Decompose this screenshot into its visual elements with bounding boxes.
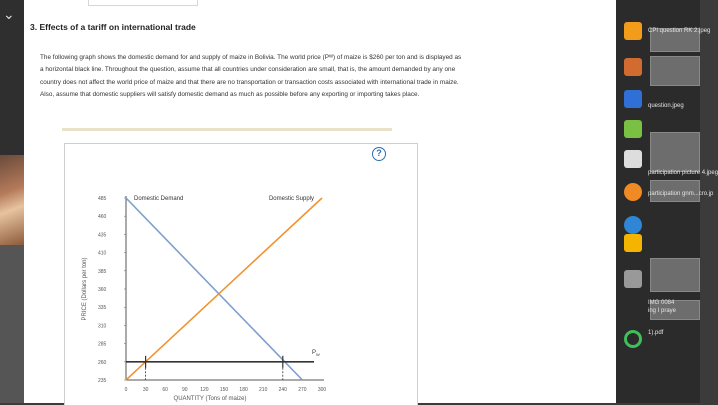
x-tick-label: 0 xyxy=(124,387,128,393)
y-tick-label: 310 xyxy=(98,323,107,330)
help-icon[interactable]: ? xyxy=(372,147,386,161)
file-thumbnail[interactable] xyxy=(650,56,700,86)
x-tick-label: 270 xyxy=(298,387,307,393)
app-icon[interactable] xyxy=(624,270,642,288)
series-line xyxy=(126,198,322,380)
chevron-down-icon[interactable]: ⌄ xyxy=(3,6,15,22)
file-label[interactable]: IMG 0084 xyxy=(648,300,675,306)
y-tick-label: 360 xyxy=(98,287,107,293)
divider xyxy=(62,128,392,131)
y-tick-label: 260 xyxy=(98,359,107,366)
right-dock xyxy=(616,0,718,403)
supply-demand-chart[interactable] xyxy=(64,143,418,403)
series-label: Domestic Supply xyxy=(268,196,314,202)
y-tick-label: 335 xyxy=(98,305,107,312)
tab-indicator xyxy=(88,0,198,6)
file-label[interactable]: participation gnm...cro.jp xyxy=(648,191,714,197)
y-tick-label: 385 xyxy=(98,268,107,275)
blue-square-icon[interactable] xyxy=(624,90,642,108)
file-thumbnail[interactable] xyxy=(650,258,700,292)
x-tick-label: 60 xyxy=(162,387,168,393)
file-label[interactable]: ing I praye xyxy=(648,308,677,314)
y-tick-label: 410 xyxy=(98,250,107,257)
world-price-subscript: W xyxy=(316,351,320,357)
file-label[interactable]: CPI question RK 2.jpeg xyxy=(648,28,711,34)
file-label[interactable]: question.jpeg xyxy=(648,103,684,109)
question-line: a horizontal black line. Throughout the question, assume that all countries under consideration are small, that is, the amount demanded by any one xyxy=(40,66,456,74)
file-thumbnail[interactable] xyxy=(650,132,700,172)
left-panel-bottom xyxy=(0,245,24,403)
checkmark-icon[interactable] xyxy=(624,120,642,138)
az-sort-icon[interactable] xyxy=(624,58,642,76)
question-title: 3. Effects of a tariff on international trade xyxy=(30,22,196,32)
world-price-label: P xyxy=(312,349,317,356)
x-tick-label: 240 xyxy=(278,387,287,393)
question-line: Also, assume that domestic suppliers will satisfy domestic demand as much as possible before any exporting or importing takes place. xyxy=(40,91,420,99)
y-tick-label: 485 xyxy=(98,196,107,202)
series-label: Domestic Demand xyxy=(134,196,184,202)
x-tick-label: 210 xyxy=(259,387,268,393)
x-tick-label: 180 xyxy=(239,387,248,393)
file-label[interactable]: 1).pdf xyxy=(648,330,664,336)
y-tick-label: 435 xyxy=(98,232,107,239)
cloud-icon[interactable] xyxy=(624,216,642,234)
x-tick-label: 30 xyxy=(142,387,149,393)
question-body xyxy=(40,52,620,102)
question-line: The following graph shows the domestic demand for and supply of maize in Bolivia. The world price (Pᵂ) of maize is $260 per ton and is displayed as xyxy=(40,54,462,61)
video-thumbnail[interactable] xyxy=(0,155,24,245)
question-line: country does not affect the world price of maize and that there are no transportation or transaction costs associated with international trade in maize. xyxy=(40,78,459,86)
x-tick-label: 300 xyxy=(317,387,327,393)
drive-icon[interactable] xyxy=(624,234,642,252)
wifi-icon[interactable] xyxy=(624,150,642,168)
x-tick-label: 90 xyxy=(182,387,188,393)
left-sidebar xyxy=(0,0,24,403)
rss-icon[interactable] xyxy=(624,22,642,40)
x-tick-label: 150 xyxy=(219,387,229,393)
orange-circle-icon[interactable] xyxy=(624,183,642,201)
x-tick-label: 120 xyxy=(200,387,209,393)
y-tick-label: 460 xyxy=(98,214,107,221)
y-tick-label: 285 xyxy=(98,341,107,348)
y-tick-label: 235 xyxy=(98,378,107,384)
file-label[interactable]: participation picture 4.jpeg xyxy=(648,170,718,176)
series-line xyxy=(126,198,302,380)
ring-icon[interactable] xyxy=(624,330,642,348)
y-axis-label: PRICE (Dollars per ton) xyxy=(82,257,88,321)
x-axis-label: QUANTITY (Tons of maize) xyxy=(173,396,247,402)
